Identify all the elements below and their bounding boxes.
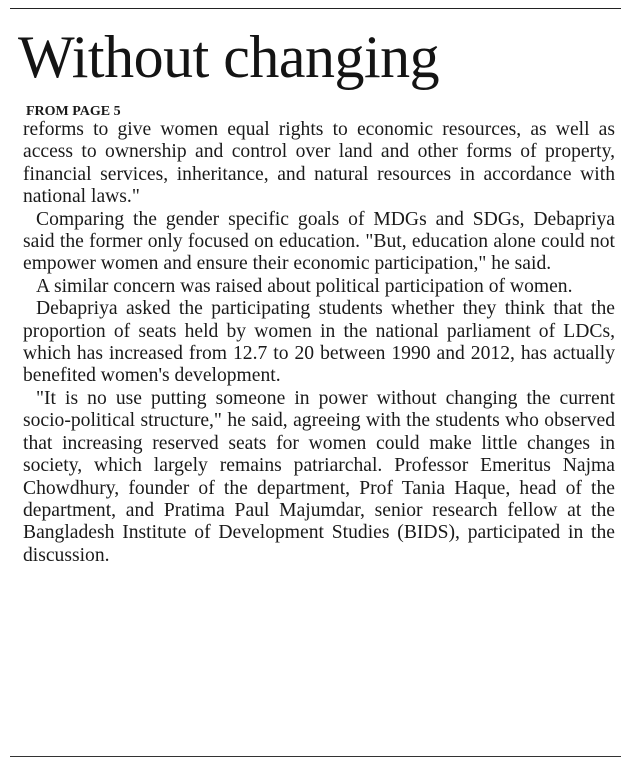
paragraph: A similar concern was raised about political participation of women.	[36, 275, 573, 297]
paragraph: Comparing the gender specific goals of MDGs and SDGs, Debapriya said the former only focused on education. "But, education alone could not empower women and ensure their economic participation," he said.	[23, 208, 615, 275]
paragraph: Debapriya asked the participating students whether they think that the proportion of seats held by women in the national parliament of LDCs, which has increased from 12.7 to 20 between 1990 and 2012, has actually benefited women's development.	[23, 298, 615, 387]
bottom-rule	[10, 756, 621, 757]
paragraph: "It is no use putting someone in power without changing the current socio-political structure," he said, agreeing with the students who observed that increasing reserved seats for women could make little changes in society, which largely remains patriarchal. Professor Emeritus Najma Chowdhury, founder of the department, Prof Tania Haque, head of the department, and Pratima Paul Majumdar, senior research fellow at the Bangladesh Institute of Development Studies (BIDS), participated in the discussion.	[23, 387, 615, 566]
article-headline: Without changing	[18, 24, 440, 90]
paragraph: reforms to give women equal rights to economic resources, as well as access to ownership and control over land and other forms of property, financial services, inheritance, and natural resources in accordance with national laws."	[23, 119, 615, 208]
article-body	[23, 119, 615, 567]
top-rule	[10, 8, 621, 9]
jump-line: FROM PAGE 5	[26, 104, 121, 119]
